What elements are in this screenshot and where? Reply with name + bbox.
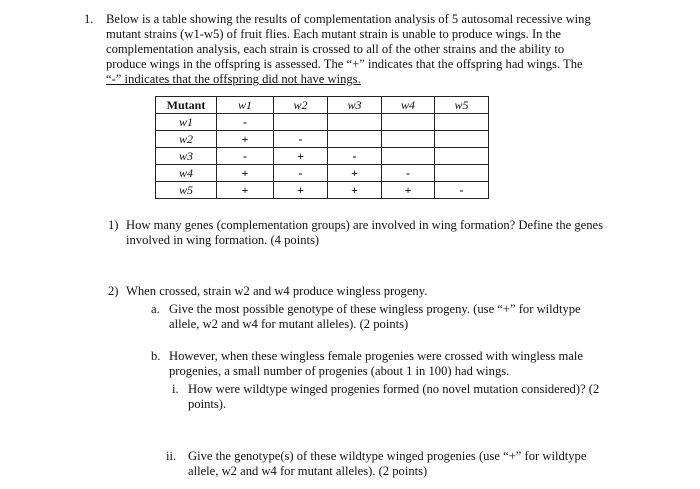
table-row [156,165,489,182]
question-2b-ii-line: Give the genotype(s) of these wildtype winged progenies (use “+” for wildtype [188,449,587,463]
table-cell [435,165,489,182]
table-cell [382,131,435,148]
table-cell [382,114,435,131]
question-2b-i-line: points). [188,397,227,411]
column-header: w2 [274,97,328,114]
table-cell: - [217,148,274,165]
column-header: w4 [382,97,435,114]
question-1-line: Below is a table showing the results of complementation analysis of 5 autosomal recessive wing [106,12,591,26]
question-2a-text [169,302,689,332]
table-corner-header: Mutant [156,97,217,114]
table-cell: + [328,165,382,182]
table-cell: - [217,114,274,131]
table-row [156,148,489,165]
question-2b-line: However, when these wingless female progenies were crossed with wingless male [169,349,583,363]
table-cell: - [435,182,489,199]
row-header: w2 [156,131,217,148]
table-cell: + [382,182,435,199]
question-2b-ii-line: allele, w2 and w4 for mutant alleles). (2 points) [188,464,428,478]
table-cell [274,114,328,131]
row-header: w1 [156,114,217,131]
table-cell: + [217,131,274,148]
table-cell: - [328,148,382,165]
table-row [156,131,489,148]
table-cell: - [274,165,328,182]
question-2a-line: Give the most possible genotype of these wingless progeny. (use “+” for wildtype [169,302,581,316]
table-cell [382,148,435,165]
subquestion-1-line: How many genes (complementation groups) are involved in wing formation? Define the genes [126,218,604,232]
table-cell: + [274,148,328,165]
table-cell: + [217,182,274,199]
question-2-number: 2) [108,284,119,298]
question-1-line: “-” indicates that the offspring did not have wings. [106,72,361,86]
row-header: w5 [156,182,217,199]
table-row [156,182,489,199]
subquestion-1-number: 1) [108,218,119,232]
question-1-text [106,12,686,87]
question-1-line: mutant strains (w1-w5) of fruit flies. Each mutant strain is unable to produce wings. In the [106,27,562,41]
table-cell: + [328,182,382,199]
table-cell: + [274,182,328,199]
question-2b-label: b. [151,349,161,363]
question-1-line: produce wings in the offspring is assessed. The “+” indicates that the offspring had wings. The [106,57,583,71]
question-2b-ii-text [188,449,688,479]
question-1-line: complementation analysis, each strain is crossed to all of the other strains and the ability to [106,42,565,56]
column-header: w5 [435,97,489,114]
question-1-number: 1. [84,12,94,26]
subquestion-1-line: involved in wing formation. (4 points) [126,233,320,247]
question-2a-line: allele, w2 and w4 for mutant alleles). (2 points) [169,317,409,331]
row-header: w4 [156,165,217,182]
table-cell [328,114,382,131]
question-2b-i-line: How were wildtype winged progenies formed (no novel mutation considered)? (2 [188,382,600,396]
table-cell: - [382,165,435,182]
question-2a-label: a. [151,302,160,316]
table-cell [435,148,489,165]
question-2-text [126,284,696,299]
question-2b-text [169,349,689,379]
question-2b-line: progenies, a small number of progenies (about 1 in 100) had wings. [169,364,510,378]
table-row [156,114,489,131]
column-header: w1 [217,97,274,114]
question-2b-i-text [188,382,688,412]
table-cell: - [274,131,328,148]
table-header-row [156,97,489,114]
question-2b-ii-label: ii. [166,449,177,463]
row-header: w3 [156,148,217,165]
table-cell [435,114,489,131]
question-2b-i-label: i. [172,382,179,396]
subquestion-1-text [126,218,696,248]
table-cell: + [217,165,274,182]
column-header: w3 [328,97,382,114]
table-cell [435,131,489,148]
table-cell [328,131,382,148]
question-2-line: When crossed, strain w2 and w4 produce wingless progeny. [126,284,428,298]
complementation-table [155,96,489,199]
